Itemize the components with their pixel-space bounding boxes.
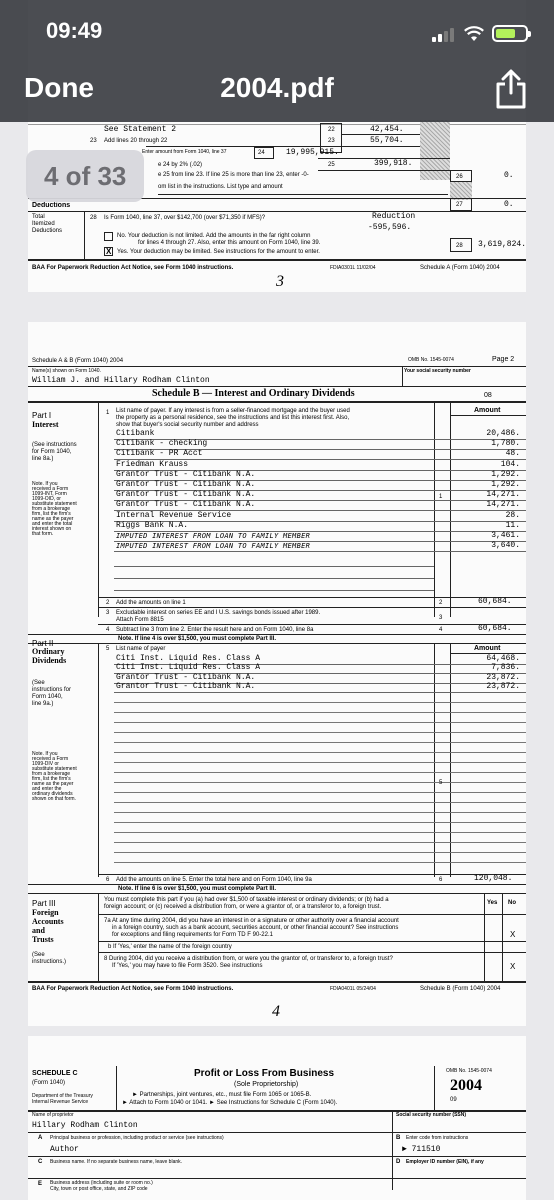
payer-name: Friedman Krauss [116,459,189,469]
no-text-2: for lines 4 through 27. Also, enter this amount on Form 1040, line 39. [138,240,321,246]
line5-num: 5 [106,646,110,652]
question-8: 8 During 2004, did you receive a distribution from, or were you the grantor of, or transferor to, a foreign trust? [104,956,393,962]
note-line6: Note. If line 6 is over $1,500, you must complete Part III. [118,886,277,892]
part1-label: Part I [32,411,52,420]
payer-amount: 28. [505,510,520,520]
schedule-b-title: Schedule B — Interest and Ordinary Dividends [152,388,355,399]
blank-line [114,862,526,863]
blank-line [114,742,526,743]
note1-line: name as the payer [32,516,74,522]
rule [114,578,434,579]
part3-title-line: Accounts [32,917,64,926]
rule [98,643,99,877]
blank-line [114,762,526,763]
note2-line: and enter the [32,786,62,792]
rule [28,643,526,644]
rule [98,893,99,981]
proprietor-label: Name of proprietor [32,1112,74,1118]
payer-name: Grantor Trust - Citibank N.A. [116,469,256,479]
blank-line [114,802,526,803]
note2-line: name as the payer [32,781,74,787]
payer-name: IMPUTED INTEREST FROM LOAN TO FAMILY MEMBER [116,532,311,540]
note2-line: firm, list the firm's [32,776,71,782]
checkbox-yes: X [106,247,112,256]
note1-line: substitute statement [32,501,77,507]
header-left: Schedule A & B (Form 1040) 2004 [32,358,124,364]
rule [98,941,526,942]
rule [98,597,526,598]
blank-line [114,842,526,843]
payer-name: Grantor Trust - Citibank N.A. [116,480,256,489]
part2-see-line: Form 1040, [32,694,63,700]
payer-name: Citibank [116,429,155,438]
part3-intro: You must complete this part if you (a) had over $1,500 of taxable interest or ordinary dividends; or (b) had a [104,897,389,903]
amount-header: Amount [474,407,501,414]
rule [98,607,526,608]
line6-text: Add the amounts on line 5. Enter the total here and on Form 1040, line 9a [116,877,312,883]
rule [84,211,85,259]
line-27-amount: 0. [504,200,514,209]
names-label: Name(s) shown on Form 1040. [32,368,101,374]
part2-title-1: Ordinary [32,647,65,656]
rule [28,124,526,125]
handwritten-page-number: 3 [276,273,284,290]
note2-line: shown on that form. [32,796,76,802]
no-text: No. Your deduction is not limited. Add the amounts in the far right column [117,233,311,239]
rule [28,1132,526,1133]
line-24b-text: e 24 by 2% (.02) [158,162,203,168]
payer-amount: 14,271. [486,500,520,510]
line-22-amount: 42,454. [370,125,404,134]
ssn-label: Your social security number [404,368,471,374]
note1-line: from a brokerage [32,506,71,512]
yes-text: Yes. Your deduction may be limited. See instructions for the amount to enter. [117,249,320,255]
line-d-text: Employer ID number (EIN), if any [406,1159,484,1165]
question-7a: for exceptions and filing requirements for Form TD F 90-22.1 [112,932,273,938]
blank-line [114,852,526,853]
document-title: 2004.pdf [220,72,334,103]
rule [28,634,526,635]
rule [484,893,485,981]
line6-num: 6 [106,877,110,883]
payer-amount: 7,836. [491,663,520,673]
footer-right: Schedule A (Form 1040) 2004 [420,265,500,271]
line1-text: the property as a personal residence, see the instructions and list this interest first. Also, [116,415,350,421]
rule [98,914,526,915]
line6-box-num: 6 [439,877,443,883]
rule [28,386,526,387]
rule [28,211,526,212]
line-28-text: Is Form 1040, line 37, over $142,700 (over $71,350 if MFS)? [104,215,266,221]
line-a-text: Principal business or profession, including product or service (see instructions) [50,1135,224,1141]
payer-amount: 1,292. [491,480,520,489]
line1-num: 1 [106,410,110,416]
line1-text: List name of payer. If any interest is from a seller-financed mortgage and the buyer used [116,408,350,414]
status-time: 09:49 [46,18,103,43]
payer-amount: 104. [500,459,520,469]
instruction-2: ► Attach to Form 1040 or 1041. ► See Instructions for Schedule C (Form 1040). [122,1100,338,1106]
rule [450,415,526,416]
rule [392,1132,393,1190]
payer-amount: 48. [505,449,520,459]
payer-name: Grantor Trust - Citibank N.A. [116,500,256,510]
part3-label: Part III [32,899,56,908]
note2-line: substitute statement [32,766,77,772]
line-25-amount: 399,918. [374,159,413,168]
note2-line: from a brokerage [32,771,71,777]
line-26-amount: 0. [504,171,514,180]
checkbox-no [104,232,113,241]
blank-line [114,752,526,753]
rule [98,624,526,625]
line2-text: Add the amounts on line 1 [116,600,186,606]
deductions-label-2: Deductions [32,228,63,234]
rule [114,692,526,693]
rule [98,952,526,953]
rule [116,1066,117,1110]
omb-number: OMB No. 1545-0074 [408,357,454,363]
payer-amount: 20,486. [486,429,520,438]
line2-box-num: 2 [439,600,443,606]
payer-name: Riggs Bank N.A. [116,520,189,530]
line-e-text: City, town or post office, state, and ZIP code [50,1186,148,1192]
handwritten-page-number: 4 [272,1003,280,1020]
payer-amount: 23,872. [486,682,520,692]
blank-line [114,712,526,713]
line-b-value: ► 711510 [402,1145,441,1154]
ssn-label: Social security number (SSN) [396,1112,467,1118]
line5-box-num: 5 [439,780,443,786]
rule [318,158,450,159]
answer-7a: X [510,930,516,939]
line-c-label: C [38,1159,43,1165]
rule [28,1178,526,1179]
line4-box-num: 4 [439,627,443,633]
payer-amount: 14,271. [486,490,520,500]
line-e-text: Business address (including suite or room no.) [50,1180,153,1186]
part2-see-line: (See [32,680,45,686]
part1-see-line: (See instructions [32,442,77,448]
part1-see-line: for Form 1040, [32,449,72,455]
form-label: (Form 1040) [32,1080,66,1086]
line-28-box-num: 28 [456,243,463,249]
note1-line: received a Form [32,486,69,492]
no-header: No [508,900,516,906]
itemized-label: Itemized [32,221,55,227]
part3-title-line: Trusts [32,935,54,944]
line2-num: 2 [106,600,110,606]
blank-line [114,782,526,783]
note1-line: firm, list the firm's [32,511,71,517]
rule [114,551,526,552]
line-24-text: Enter amount from Form 1040, line 37 [142,149,227,155]
line-23-box-num: 23 [328,138,335,144]
payer-amount: 11. [505,520,520,530]
question-7b: b If 'Yes,' enter the name of the foreign country [108,944,232,950]
rule [28,366,526,367]
rule [28,259,526,261]
cellular-signal-icon [432,28,456,42]
rule [114,590,434,591]
line-c-text: Business name. If no separate business name, leave blank. [50,1159,183,1165]
page-label: Page 2 [492,356,515,363]
line-23-num: 23 [90,138,97,144]
payer-name: Citibank - checking [116,439,208,449]
line1-text: show that buyer's social security number and address [116,422,259,428]
part1-title: Interest [32,420,59,429]
tax-year: 2004 [450,1077,482,1094]
line-26-num: 26 [456,174,463,180]
line4-amount: 60,684. [478,624,512,633]
deductions-label: Deductions [32,202,71,209]
payer-amount: 1,292. [491,469,520,479]
schedule-c-title: Profit or Loss From Business [194,1068,335,1079]
answer-8: X [510,962,516,971]
omb-number: OMB No. 1545-0074 [446,1068,492,1074]
footer-left: BAA For Paperwork Reduction Act Notice, see Form 1040 instructions. [32,986,234,992]
page-counter: 4 of 33 [26,150,144,202]
rule [158,194,448,195]
blank-line [114,792,526,793]
schedule-c-label: SCHEDULE C [32,1070,78,1077]
dept-line: Department of the Treasury [32,1093,93,1099]
rule [318,170,450,171]
rule [342,134,420,135]
line-d-label: D [396,1159,401,1165]
line4-num: 4 [106,627,110,633]
note2-line: ordinary dividends [32,791,73,797]
rule [502,893,503,981]
footer-right: Schedule B (Form 1040) 2004 [420,986,501,992]
line-27-num: 27 [456,202,463,208]
part2-see-line: instructions for [32,687,72,693]
rule [98,874,526,875]
total-label: Total [32,214,45,220]
rule [28,893,526,894]
note2-line: Note. If you [32,751,58,757]
part2-see-line: line 9a.) [32,701,54,707]
shaded-column [420,120,450,180]
wifi-icon [464,26,484,42]
done-button[interactable]: Done [24,72,94,103]
reduction-amount: -595,596. [368,223,412,232]
part3-title-line: Foreign [32,908,59,917]
question-7a: 7a At any time during 2004, did you have an interest in or a signature or other authority over a financial account [104,918,399,924]
note-line4: Note. If line 4 is over $1,500, you must complete Part III. [118,636,277,642]
battery-charging-icon [492,25,528,42]
note2-line: 1099-DIV or [32,761,59,767]
rule [402,366,403,386]
rule [28,1156,526,1157]
rule [28,981,526,983]
instruction-1: ► Partnerships, joint ventures, etc., must file Form 1065 or 1065-B. [132,1092,312,1098]
payer-name: Citi Inst. Liquid Res. Class A [116,654,261,663]
part2-label: Part II [32,639,54,648]
payer-name: Internal Revenue Service [116,510,232,520]
proprietor-name: Hillary Rodham Clinton [32,1121,138,1130]
note1-line: and enter the total [32,521,73,527]
part3-title-line: and [32,926,45,935]
payer-name: Grantor Trust - Citibank N.A. [116,490,256,500]
sequence-number: 08 [484,392,492,399]
line-25-text: e 25 from line 23. If line 25 is more than line 23, enter -0- [158,172,309,178]
line-22-text: See Statement 2 [104,125,177,134]
blank-line [114,772,526,773]
blank-line [114,812,526,813]
blank-line [114,722,526,723]
footer-code: FDIA0301L 11/02/04 [330,265,376,271]
line-23-text: Add lines 20 through 22 [104,138,168,144]
line3-num: 3 [106,610,110,616]
rule [434,1066,435,1110]
footer-code: FDIA0401L 05/24/04 [330,986,376,992]
payer-amount: 3,640. [491,541,520,551]
line-b-text: Enter code from instructions [406,1135,469,1141]
rule [28,401,526,403]
rule [98,403,99,617]
schedule-c-subtitle: (Sole Proprietorship) [234,1081,299,1088]
sequence-number: 09 [450,1097,457,1103]
line-28-amount: 3,619,824. [478,240,526,249]
rule [114,566,434,567]
pdf-viewer-toolbar [0,0,554,122]
line-24-amount: 19,995,915. [286,148,339,157]
note1-line: 1099-INT, Form [32,491,67,497]
note1-line: that form. [32,531,54,537]
line2-amount: 60,684. [478,597,512,606]
pdf-page-5 [28,1036,526,1200]
payer-name: Citibank - PR Acct [116,449,203,459]
blank-line [114,702,526,703]
note1-line: Note. If you [32,481,58,487]
blank-line [114,832,526,833]
blank-line [114,732,526,733]
reduction-label: Reduction [372,212,416,221]
line-24-num: 24 [258,150,265,156]
part1-see-line: line 8a.) [32,456,54,462]
rule [146,146,420,147]
payer-amount: 1,780. [491,439,520,449]
line-b-label: B [396,1135,401,1141]
part3-see-line: instructions.) [32,959,67,965]
share-icon[interactable] [494,68,528,110]
line-23-amount: 55,704. [370,136,404,145]
dept-line: Internal Revenue Service [32,1099,89,1105]
status-icons [432,22,528,42]
note1-line: interest shown on [32,526,72,532]
line1-box-num: 1 [439,494,443,500]
payer-amount: 23,872. [486,672,520,682]
rule [28,884,526,885]
blank-line [114,822,526,823]
question-7a: in a foreign country, such as a bank account, securities account, or other financial account? See instructions [112,925,399,931]
line5-text: List name of payer [116,646,166,652]
line-26b-text: om list in the instructions. List type and amount [158,184,283,190]
payer-name: Grantor Trust - Citibank N.A. [116,672,256,682]
line-a-label: A [38,1135,43,1141]
line3-text: Attach Form 8815 [116,617,164,623]
line6-amount: 120,048. [474,874,513,883]
part3-intro: foreign account; or (c) received a distribution from, or were a grantor of, or a transferor to, a foreign trust. [104,904,382,910]
footer-left: BAA For Paperwork Reduction Act Notice, see Form 1040 instructions. [32,265,234,271]
amount-header-2: Amount [474,645,501,652]
part2-title-2: Dividends [32,656,67,665]
payer-amount: 64,468. [486,654,520,663]
note2-line: received a Form [32,756,69,762]
line-28-num: 28 [90,215,97,221]
yes-header: Yes [487,900,498,906]
payer-name: IMPUTED INTEREST FROM LOAN TO FAMILY MEMBER [116,542,311,551]
line3-text: Excludable interest on series EE and I U.S. savings bonds issued after 1989. [116,610,321,616]
note1-line: 1099-OID, or [32,496,61,502]
line-25-num: 25 [328,162,335,168]
payer-name: Citi Inst. Liquid Res. Class A [116,663,261,673]
line-22-num: 22 [328,127,335,133]
taxpayer-names: William J. and Hillary Rodham Clinton [32,376,210,385]
question-8: If 'Yes,' you may have to file Form 3520. See instructions [112,963,263,969]
part3-see-line: (See [32,952,45,958]
rule [392,1112,393,1132]
line3-box-num: 3 [439,615,443,621]
pdf-page-4 [28,322,526,1026]
payer-name: Grantor Trust - Citibank N.A. [116,682,256,692]
line-e-label: E [38,1181,43,1187]
payer-amount: 3,461. [491,531,520,540]
line4-text: Subtract line 3 from line 2. Enter the result here and on Form 1040, line 8a [116,627,314,633]
line-a-value: Author [50,1145,79,1154]
